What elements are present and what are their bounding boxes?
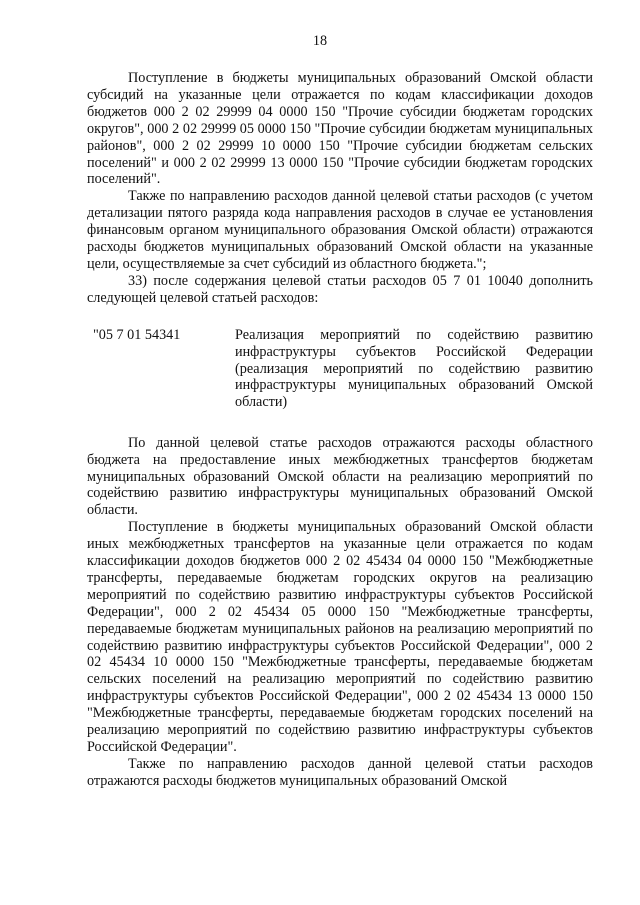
target-article-code: "05 7 01 54341	[93, 326, 181, 343]
target-article-description: Реализация мероприятий по содействию развитию инфраструктуры субъектов Российской Федерации (реализация мероприятий по содействию развитию инфраструктуры муниципальных образований Омской области)	[235, 326, 593, 411]
paragraph-expenses-direction: Также по направлению расходов данной целевой статьи расходов (с учетом детализации пятого разряда кода направления расходов в случае ее установления финансовым органом муниципального образования Омской области) отражаются расходы бюджетов муниципальных образований Омской области на указанные цели, осуществляемые за счет субсидий из областного бюджета.";	[87, 188, 593, 272]
target-article-entry	[87, 327, 593, 415]
document-body	[87, 70, 593, 790]
paragraph-also-expenses: Также по направлению расходов данной целевой статьи расходов отражаются расходы бюджетов муниципальных образований Омской	[87, 755, 593, 789]
page-number: 18	[312, 33, 328, 49]
paragraphs-after	[87, 435, 593, 790]
paragraph-income-transfers: Поступление в бюджеты муниципальных образований Омской области иных межбюджетных трансфертов на указанные цели отражается по кодам классификации доходов бюджетов 000 2 02 45434 04 0000 150 "Межбюджетные трансферты, передаваемые бюджетам городских округов на реализацию мероприятий по содействию развитию инфраструктуры субъектов Российской Федерации", 000 2 02 45434 05 0000 150 "Межбюджетные трансферты, передаваемые бюджетам муниципальных районов на реализацию мероприятий по содействию развитию инфраструктуры субъектов Российской Федерации", 000 2 02 45434 10 0000 150 "Межбюджетные трансферты, передаваемые бюджетам сельских поселений на реализацию мероприятий по содействию развитию инфраструктуры субъектов Российской Федерации", 000 2 02 45434 13 0000 150 "Межбюджетные трансферты, передаваемые бюджетам городских поселений на реализацию мероприятий по содействию развитию инфраструктуры субъектов Российской Федерации".	[87, 519, 593, 755]
paragraph-income-subsidies: Поступление в бюджеты муниципальных образований Омской области субсидий на указанные цели отражается по кодам классификации доходов бюджетов 000 2 02 29999 04 0000 150 "Прочие субсидии бюджетам городских округов", 000 2 02 29999 05 0000 150 "Прочие субсидии бюджетам муниципальных районов", 000 2 02 29999 10 0000 150 "Прочие субсидии бюджетам сельских поселений" и 000 2 02 29999 13 0000 150 "Прочие субсидии бюджетам городских поселений".	[87, 70, 593, 188]
paragraph-regional-expenses: По данной целевой статье расходов отражаются расходы областного бюджета на предоставление иных межбюджетных трансфертов бюджетам муниципальных образований Омской области на реализацию мероприятий по содействию развитию инфраструктуры муниципальных образований Омской области.	[87, 434, 593, 519]
paragraph-item-33: 33) после содержания целевой статьи расходов 05 7 01 10040 дополнить следующей целевой статьей расходов:	[87, 272, 593, 306]
